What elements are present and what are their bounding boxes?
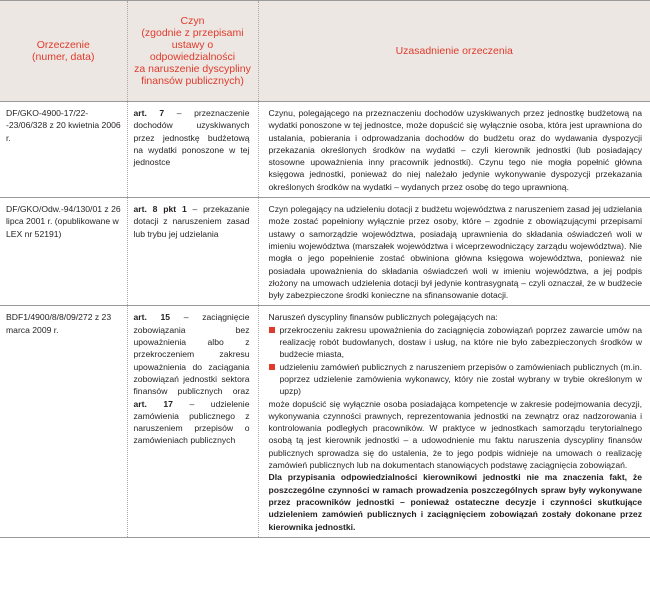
- article-ref: art. 17: [133, 398, 173, 409]
- act-cell: [127, 102, 258, 198]
- header-act-line1: Czyn: [180, 15, 205, 27]
- header-act: [127, 1, 258, 102]
- header-row: [0, 1, 650, 102]
- header-act-line4: za naruszenie dyscypliny: [134, 63, 251, 75]
- justification-cell: Czynu, polegającego na przeznaczeniu dochodów uzyskiwanych przez jednostkę budżetową na wydatki ponoszone w tej jednostce, może dopuścić się wyłącznie osoba, która jest uprawniona do ustalania, pobierania i odprowadzania dochodów do budżetu oraz do wydawania dyspozycji przekazania określonych środków na wydatki – czyli kierownik jednostki (lub posiadający stosowne upoważnienia inny pracownik jednostki). Czynu tego nie mogła popełnić główna księgowa jednostki, ponieważ do niej należało jedynie wykonywanie dyspozycji przekazania określonych środków na wydatki – wydanych przez osobę do tego uprawnioną.: [258, 102, 650, 198]
- header-act-line2: (zgodnie z przepisami: [141, 27, 244, 39]
- article-ref: art. 8 pkt 1: [133, 204, 187, 215]
- header-ruling: [0, 1, 127, 102]
- bold-conclusion: Dla przypisania odpowiedzialności kierownikowi jednostki nie ma znaczenia fakt, że poszczególne czynności w ramach prowadzenia poszczególnych spraw były wykonywane przez pracowników jednostki – ponieważ ostateczne decyzje i czynności skutkujące udzieleniem zamówień publicznych i zaciągnięciem zobowiązań zostały dokonane przez kierownika jednostki.: [268, 472, 642, 532]
- table-row: [0, 198, 650, 306]
- list-item: [269, 324, 643, 361]
- header-ruling-line1: Orzeczenie: [36, 39, 90, 51]
- act-cell: [127, 306, 258, 537]
- header-act-line5: finansów publicznych): [141, 75, 244, 87]
- header-justification: Uzasadnienie orzeczenia: [258, 1, 650, 102]
- article-desc: – przekazanie dotacji z naruszeniem zasad lub trybu jej udzielania: [133, 204, 250, 239]
- article-ref: art. 15: [133, 312, 171, 323]
- red-square-bullet-icon: [269, 327, 275, 333]
- ruling-cell: DF/GKO-4900-17/22--23/06/328 z 20 kwietnia 2006 r.: [0, 102, 127, 198]
- justification-cell: [258, 306, 650, 537]
- header-ruling-line2: (numer, data): [32, 51, 95, 63]
- article-desc: – przeznaczenie dochodów uzyskiwanych przez jednostkę budżetową na wydatki ponoszone w tej jednostce: [133, 108, 250, 168]
- act-cell: [127, 198, 258, 306]
- article-ref: art. 7: [133, 108, 165, 118]
- list-item: [269, 361, 643, 398]
- red-square-bullet-icon: [269, 364, 275, 370]
- ruling-cell: DF/GKO/Odw.-94/130/01 z 26 lipca 2001 r. (opublikowane w LEX nr 52191): [0, 198, 127, 306]
- justification-body: może dopuścić się wyłącznie osoba posiadająca kompetencje w zakresie podejmowania decyzji, wykonywania czynności prawnych, reprezentowania jednostki na zewnątrz oraz nadzorowania i kontrolowania podległych pracowników. W praktyce w jednostkach samorządu terytorialnego osobą tą jest kierownik jednostki – a udowodnienie mu faktu naruszenia dyscypliny finansów publicznych sprowadza się do ustalenia, że to jego podpis widnieje na umowach o realizację zamówień publicznych lub na dokumentach stanowiących podstawę zaciągnięcia zobowiązań.: [268, 398, 642, 471]
- justification-intro: Naruszeń dyscypliny finansów publicznych polegających na:: [268, 312, 498, 323]
- article-desc: – zaciągnięcie zobowiązania bez upoważnienia albo z przekroczeniem zakresu upoważnienia do zaciągania zobowiązań jednostki sektora finansów publicznych oraz: [133, 312, 250, 397]
- table-row: [0, 102, 650, 198]
- article-desc: – udzielenie zamówienia publicznego z naruszeniem przepisów o zamówieniach publicznych: [133, 398, 250, 446]
- justification-cell: Czyn polegający na udzieleniu dotacji z budżetu województwa z naruszeniem zasad jej udzielania może zostać popełniony wyłącznie przez osoby, które – zgodnie z obowiązującymi przepisami ustawy o samorządzie województwa, posiadają uprawnienia do składania oświadczeń woli w imieniu województwa (marszałek województwa i wiceprzewodniczący zarządu województwa). Nie mogła o jego popełnienie zostać obwiniona główna księgowa województwa, ponieważ nie posiadała upoważnienia do składania oświadczeń woli w imieniu województwa, a jej podpis złożony na umowach udzielenia dotacji był jedynie kontrasygnatą – czyli oznaczał, że w budżecie były zabezpieczone środki konieczne na sfinansowanie dotacji.: [258, 198, 650, 306]
- header-act-line3: ustawy o odpowiedzialności: [149, 39, 236, 63]
- table-row: [0, 306, 650, 537]
- ruling-cell: BDF1/4900/8/8/09/272 z 23 marca 2009 r.: [0, 306, 127, 537]
- list-item-text: przekroczeniu zakresu upoważnienia do zaciągnięcia zobowiązań poprzez zawarcie umów na realizację robót budowlanych, dostaw i usług, na które nie było zabezpieczonych środków w budżecie miasta,: [279, 324, 642, 360]
- violation-list: [269, 324, 643, 398]
- list-item-text: udzieleniu zamówień publicznych z naruszeniem przepisów o zamówieniach publicznych (m.in. poprzez udzielenie zamówienia wykonawcy, który nie został wybrany w trybie określonym w upzp): [279, 361, 642, 397]
